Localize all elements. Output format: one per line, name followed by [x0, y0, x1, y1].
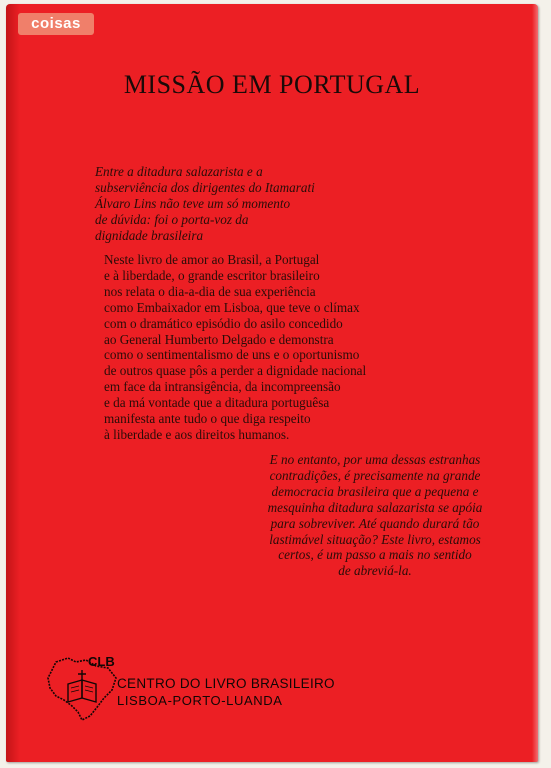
body-line: com o dramático episódio do asilo concedido: [104, 315, 343, 331]
watermark-badge: coisas: [18, 13, 94, 35]
spine-shadow: [6, 4, 20, 762]
publisher-logo-icon: [42, 650, 122, 722]
body-line: de outros quase pôs a perder a dignidade nacional: [104, 363, 367, 379]
body-paragraph: [104, 252, 434, 443]
intro-line: dignidade brasileira: [95, 227, 204, 243]
body-line: como o sentimentalismo de uns e o oportunismo: [104, 347, 360, 363]
body-line: manifesta ante tudo o que diga respeito: [104, 411, 311, 427]
closing-line: mesquinha ditadura salazarista se apóia: [267, 499, 483, 515]
body-line: como Embaixador em Lisboa, que teve o clímax: [104, 299, 360, 315]
publisher-name: CENTRO DO LIVRO BRASILEIRO: [117, 676, 335, 691]
body-line: ao General Humberto Delgado e demonstra: [104, 331, 334, 347]
body-line: à liberdade e aos direitos humanos.: [104, 426, 290, 442]
intro-paragraph: [95, 164, 355, 244]
closing-line: E no entanto, por uma dessas estranhas: [269, 452, 481, 467]
intro-line: subserviência dos dirigentes do Itamarati: [95, 179, 315, 195]
logo-initials: CLB: [88, 654, 115, 669]
closing-line: para sobreviver. Até quando durará tão: [270, 515, 480, 531]
book-back-cover: [6, 4, 538, 762]
intro-line: Álvaro Lins não teve um só momento: [95, 195, 291, 211]
body-line: Neste livro de amor ao Brasil, a Portugal: [104, 252, 320, 267]
body-line: e da má vontade que a ditadura portuguêsa: [104, 395, 330, 411]
body-line: nos relata o dia-a-dia de sua experiência: [104, 283, 316, 299]
closing-paragraph: [230, 452, 520, 579]
closing-line: lastimável situação? Este livro, estamos: [269, 531, 481, 547]
closing-line: certos, é um passo a mais no sentido: [278, 547, 472, 563]
closing-line: de abreviá-la.: [338, 563, 412, 579]
intro-line: de dúvida: foi o porta-voz da: [95, 211, 249, 227]
publisher-cities: LISBOA-PORTO-LUANDA: [117, 693, 283, 708]
closing-line: contradições, é precisamente na grande: [269, 467, 481, 483]
publisher-block: [117, 676, 335, 708]
book-title: MISSÃO EM PORTUGAL: [123, 70, 421, 99]
intro-line: Entre a ditadura salazarista e a: [95, 164, 263, 179]
closing-line: democracia brasileira que a pequena e: [271, 483, 479, 499]
body-line: em face da intransigência, da incompreensão: [104, 379, 341, 395]
body-line: e à liberdade, o grande escritor brasileiro: [104, 267, 320, 283]
page-edge-highlight: [532, 4, 538, 762]
